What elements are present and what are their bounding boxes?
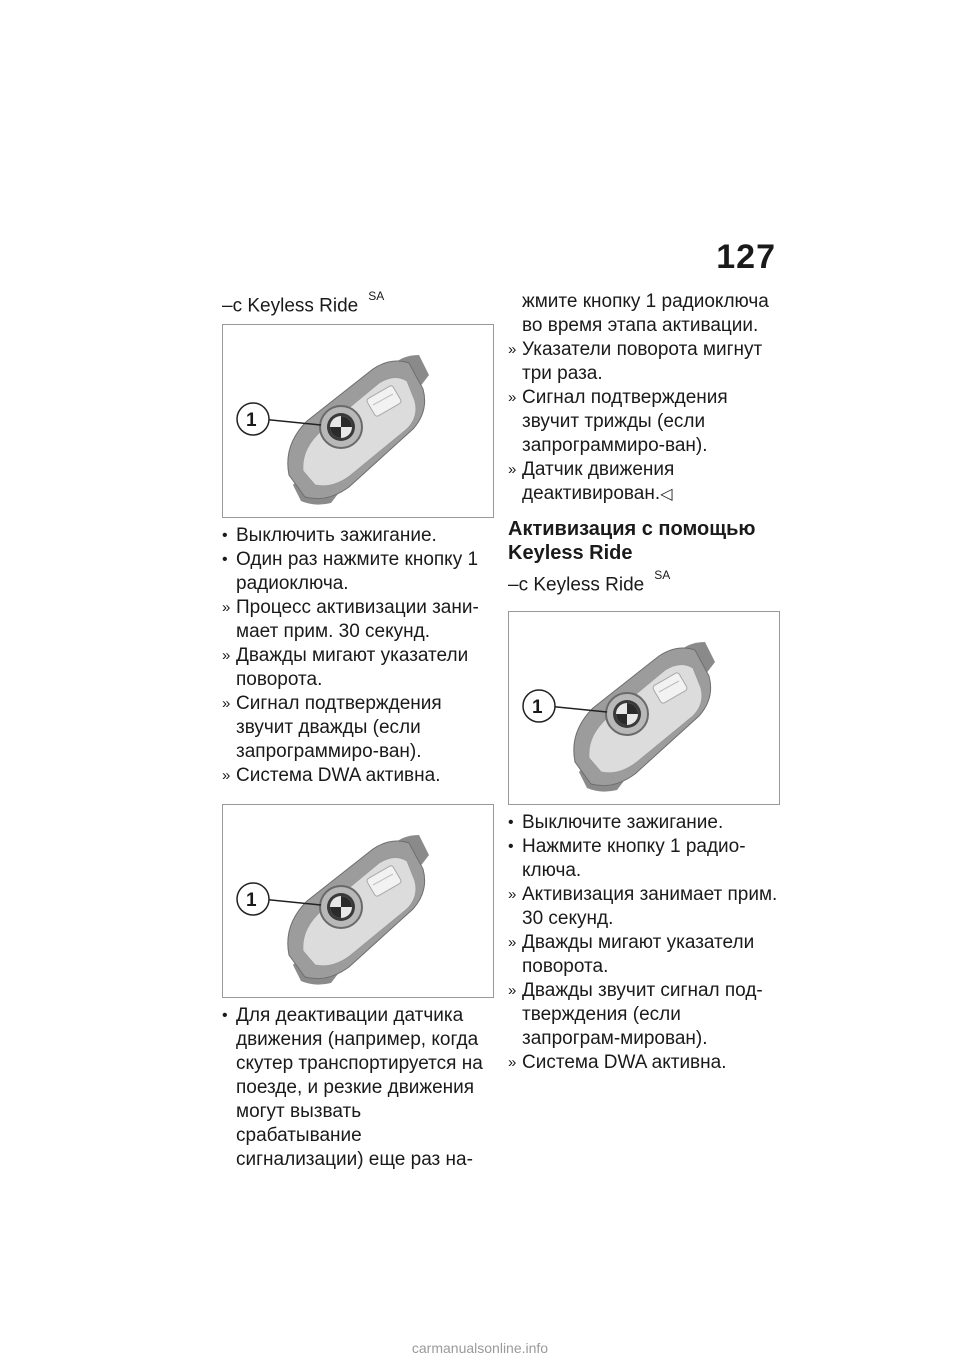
result-marker: »: [508, 341, 515, 358]
bullet-marker: •: [508, 814, 514, 832]
list-item: [222, 764, 492, 788]
list-item: [508, 883, 778, 931]
option-label: –с Keyless Ride $^{SA}$: [508, 568, 671, 596]
result-marker: »: [222, 647, 229, 665]
instruction-text: Указатели поворота мигнут три раза.: [522, 339, 763, 384]
key-fob-figure-1: [222, 324, 494, 518]
bullet-marker: •: [508, 838, 514, 856]
list-item: [508, 338, 778, 386]
result-marker: »: [508, 982, 515, 1000]
list-item: [508, 979, 778, 1051]
result-marker: »: [508, 389, 515, 406]
list-item: • Для деактивации датчика движения (например, когда скутер транспортируется на поезде, и резкие движения могут вызвать срабатывание сигнализации) еще раз на-: [222, 1005, 483, 1171]
instruction-text: Дважды мигают указатели поворота.: [522, 932, 755, 978]
instruction-text: Процесс активизации зани-мает прим. 30 секунд.: [236, 597, 479, 643]
instruction-text: Активизация занимает прим. 30 секунд.: [522, 884, 778, 930]
list-item: [222, 548, 492, 596]
key-fob-illustration: [223, 805, 493, 997]
instruction-text: Система DWA активна.: [236, 765, 441, 787]
result-marker: »: [222, 695, 229, 713]
instruction-text: Для деактивации датчика движения (например, когда скутер транспортируется на поезде, и резкие движения могут вызвать срабатывание сигнализации) еще раз на-: [236, 1005, 483, 1171]
instruction-text: Один раз нажмите кнопку 1 радиоключа.: [236, 549, 479, 595]
end-of-section-icon: ◁: [660, 486, 673, 503]
list-item: [508, 835, 778, 883]
section-heading: Активизация с помощью Keyless Ride: [508, 518, 756, 564]
instruction-list: [508, 338, 778, 507]
instruction-text: Сигнал подтверждения звучит трижды (если запрограммиро-ван).: [522, 387, 728, 456]
left-column: [222, 288, 492, 1172]
result-marker: »: [508, 461, 515, 478]
instruction-text: Выключите зажигание.: [522, 812, 724, 834]
list-item: [508, 1051, 778, 1075]
instruction-text: Датчик движения деактивирован.: [522, 459, 675, 504]
list-item: [222, 692, 492, 764]
continued-text: жмите кнопку 1 радиоключа во время этапа активации.: [522, 291, 769, 336]
result-marker: »: [508, 886, 515, 904]
key-fob-figure-2: [222, 804, 494, 998]
page-number: 127: [716, 238, 776, 276]
list-item: [222, 524, 492, 548]
bullet-marker: •: [222, 551, 228, 569]
list-item: [222, 644, 492, 692]
instruction-list: [222, 524, 492, 788]
key-fob-illustration: [509, 612, 779, 804]
option-sup: SA: [368, 289, 385, 303]
instruction-text: Сигнал подтверждения звучит дважды (если запрограммиро-ван).: [236, 693, 442, 763]
result-marker: »: [508, 1054, 515, 1072]
right-column: [508, 290, 778, 1075]
instruction-text: Система DWA активна.: [522, 1052, 727, 1074]
instruction-text: Нажмите кнопку 1 радио-ключа.: [522, 836, 746, 882]
option-label: –с Keyless Ride $^{SA}$: [222, 289, 385, 317]
list-item: [508, 811, 778, 835]
key-fob-illustration: [223, 325, 493, 517]
result-marker: »: [222, 767, 229, 785]
figure-callout: 1: [246, 890, 257, 912]
option-sup: SA: [654, 568, 671, 582]
list-item: [508, 386, 778, 458]
instruction-text: Выключить зажигание.: [236, 525, 437, 547]
list-item: [508, 458, 778, 507]
bullet-marker: •: [222, 527, 228, 545]
footer-watermark: carmanualsonline.info: [411, 1340, 549, 1356]
option-text: с Keyless Ride: [518, 574, 645, 596]
result-marker: »: [222, 599, 229, 617]
key-fob-figure-3: [508, 611, 780, 805]
figure-callout: 1: [532, 697, 543, 719]
figure-callout: 1: [246, 410, 257, 432]
list-item: [222, 596, 492, 644]
option-text: с Keyless Ride: [232, 295, 359, 317]
instruction-text: Дважды мигают указатели поворота.: [236, 645, 469, 691]
instruction-text: Дважды звучит сигнал под-тверждения (если запрограм-мирован).: [522, 980, 763, 1050]
list-item: [508, 931, 778, 979]
instruction-list: [508, 811, 778, 1075]
result-marker: »: [508, 934, 515, 952]
